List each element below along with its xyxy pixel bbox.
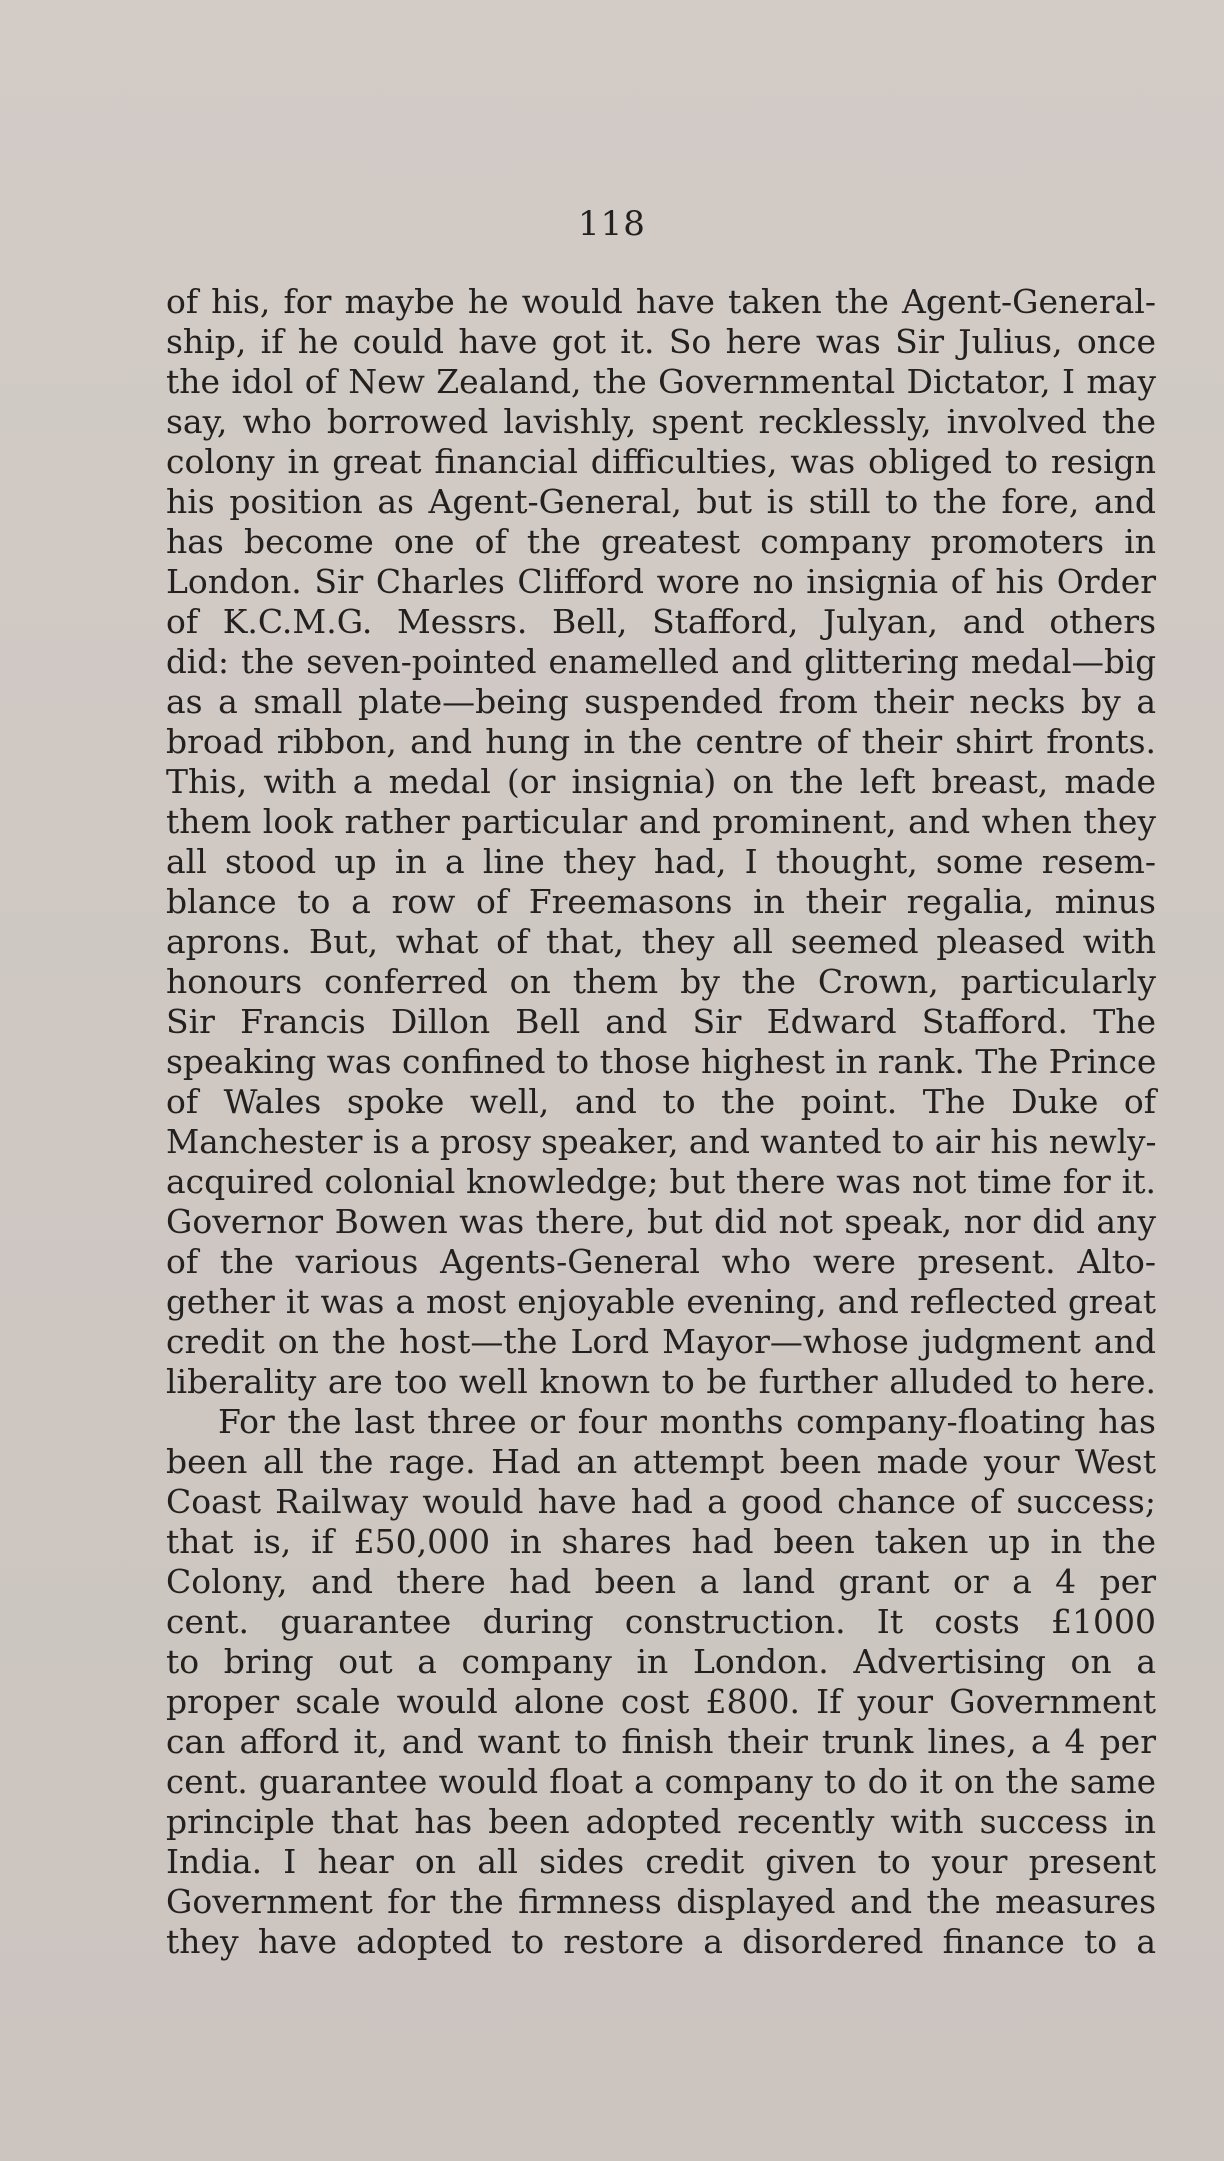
text-line: aprons. But, what of that, they all seemed pleased with [166, 922, 1156, 961]
text-line: of the various Agents-General who were present. Alto- [166, 1242, 1156, 1281]
text-line: India. I hear on all sides credit given to your present [166, 1842, 1156, 1881]
text-line: been all the rage. Had an attempt been made your West [166, 1442, 1156, 1481]
text-line: acquired colonial knowledge; but there was not time for it. [166, 1162, 1156, 1201]
text-line: proper scale would alone cost £800. If your Government [166, 1682, 1156, 1721]
page-number: 118 [578, 204, 646, 244]
text-line: principle that has been adopted recently with success in [166, 1802, 1156, 1841]
text-line: they have adopted to restore a disordered finance to a [166, 1922, 1156, 1961]
text-line: can afford it, and want to finish their trunk lines, a 4 per [166, 1722, 1156, 1761]
text-line: ship, if he could have got it. So here was Sir Julius, once [166, 322, 1156, 361]
text-line: Coast Railway would have had a good chance of success; [166, 1482, 1156, 1521]
text-line: colony in great financial difficulties, was obliged to resign [166, 442, 1156, 481]
text-line: Manchester is a prosy speaker, and wanted to air his newly- [166, 1123, 1157, 1161]
text-line: credit on the host—the Lord Mayor—whose judgment and [166, 1322, 1156, 1361]
text-line: cent. guarantee would float a company to do it on the same [166, 1763, 1156, 1801]
text-line: has become one of the greatest company promoters in [166, 522, 1156, 561]
text-line: broad ribbon, and hung in the centre of their shirt fronts. [166, 722, 1156, 761]
text-line: London. Sir Charles Clifford wore no insignia of his Order [166, 562, 1156, 601]
text-line: them look rather particular and prominent, and when they [166, 802, 1156, 841]
text-line: of his, for maybe he would have taken the Agent-General- [166, 282, 1156, 321]
text-line: Government for the firmness displayed and the measures [166, 1882, 1156, 1921]
text-line: of K.C.M.G. Messrs. Bell, Stafford, Julyan, and others [166, 602, 1156, 641]
text-line: This, with a medal (or insignia) on the left breast, made [166, 762, 1156, 801]
text-line: gether it was a most enjoyable evening, and reflected great [166, 1283, 1156, 1321]
text-line: Sir Francis Dillon Bell and Sir Edward Stafford. The [166, 1002, 1156, 1041]
text-line: of Wales spoke well, and to the point. The Duke of [166, 1082, 1156, 1121]
text-line: as a small plate—being suspended from their necks by a [166, 682, 1156, 721]
text-line: cent. guarantee during construction. It costs £1000 [166, 1602, 1156, 1641]
text-line: Colony, and there had been a land grant or a 4 per [166, 1562, 1156, 1601]
text-line: blance to a row of Freemasons in their regalia, minus [166, 882, 1156, 921]
text-line: did: the seven-pointed enamelled and glittering medal—big [166, 643, 1156, 681]
body-text [166, 282, 1156, 1962]
text-line: his position as Agent-General, but is still to the fore, and [166, 482, 1156, 521]
text-line: honours conferred on them by the Crown, particularly [166, 962, 1156, 1001]
text-line: the idol of New Zealand, the Governmental Dictator, I may [166, 362, 1156, 401]
text-line: For the last three or four months company-floating has [218, 1402, 1156, 1441]
text-line: Governor Bowen was there, but did not speak, nor did any [166, 1202, 1156, 1241]
text-line: to bring out a company in London. Advertising on a [166, 1642, 1156, 1681]
text-line: liberality are too well known to be further alluded to here. [166, 1362, 1156, 1401]
text-line: all stood up in a line they had, I thought, some resem- [166, 842, 1156, 881]
text-line: speaking was confined to those highest in rank. The Prince [166, 1042, 1157, 1081]
text-line: that is, if £50,000 in shares had been taken up in the [166, 1522, 1156, 1561]
text-line: say, who borrowed lavishly, spent recklessly, involved the [166, 402, 1156, 441]
